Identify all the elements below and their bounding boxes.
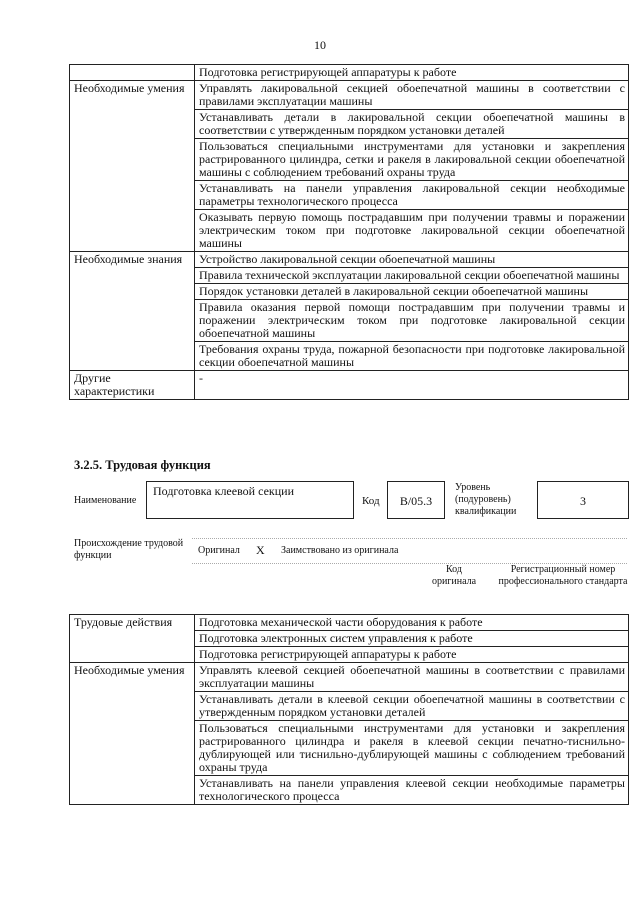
code-value: B/05.3 bbox=[399, 494, 433, 508]
row-item: Управлять лакировальной секцией обоепечатной машины в соответствии с правилами эксплуатации машины bbox=[195, 81, 629, 110]
row-item: Устройство лакировальной секции обоепечатной машины bbox=[195, 252, 629, 268]
code-label: Код bbox=[362, 495, 380, 507]
name-label: Наименование bbox=[74, 495, 137, 506]
skills-knowledge-table-2 bbox=[69, 614, 629, 805]
row-item: Правила технической эксплуатации лакировальной секции обоепечатной машины bbox=[195, 268, 629, 284]
borrowed-label: Заимствовано из оригинала bbox=[281, 545, 399, 556]
table-row bbox=[70, 663, 629, 692]
row-label: Необходимые знания bbox=[70, 252, 195, 371]
row-label bbox=[70, 65, 195, 81]
skills-knowledge-table-1 bbox=[69, 64, 629, 400]
row-item: Правила оказания первой помощи пострадавшим при получении травмы и поражении электрическим током при подготовке лакировальной секции обоепечатной машины bbox=[195, 300, 629, 342]
level-label: Уровень (подуровень) квалификации bbox=[455, 482, 517, 517]
table-row bbox=[70, 615, 629, 631]
row-item: Устанавливать детали в лакировальной секции обоепечатной машины в соответствии с утвержденным порядком установки деталей bbox=[195, 110, 629, 139]
row-item: Управлять клеевой секцией обоепечатной машины в соответствии с правилами эксплуатации машины bbox=[195, 663, 629, 692]
code-field bbox=[387, 481, 445, 519]
name-value: Подготовка клеевой секции bbox=[153, 484, 294, 498]
row-item: Устанавливать на панели управления лакировальной секции необходимые параметры технологического процесса bbox=[195, 181, 629, 210]
table-row bbox=[70, 252, 629, 268]
code-original-label: Код оригинала bbox=[431, 564, 477, 587]
level-field bbox=[537, 481, 629, 519]
origin-row-top-border bbox=[192, 538, 627, 539]
table-row bbox=[70, 371, 629, 400]
page-number: 10 bbox=[314, 38, 326, 52]
row-item: Порядок установки деталей в лакировальной секции обоепечатной машины bbox=[195, 284, 629, 300]
row-label: Другие характеристики bbox=[70, 371, 195, 400]
original-mark: X bbox=[256, 543, 265, 557]
row-item: Подготовка механической части оборудования к работе bbox=[195, 615, 629, 631]
row-item: Устанавливать на панели управления клеевой секции необходимые параметры технологического процесса bbox=[195, 776, 629, 805]
row-item: Оказывать первую помощь пострадавшим при получении травмы и поражении электрическим током при подготовке лакировальной секции обоепечатной машины bbox=[195, 210, 629, 252]
row-item: Подготовка электронных систем управления к работе bbox=[195, 631, 629, 647]
origin-label: Происхождение трудовой функции bbox=[74, 538, 184, 561]
reg-number-label: Регистрационный номер профессионального стандарта bbox=[498, 564, 628, 587]
row-item: Подготовка регистрирующей аппаратуры к работе bbox=[195, 647, 629, 663]
name-field bbox=[146, 481, 354, 519]
row-item: Пользоваться специальными инструментами для установки и закрепления растрированного цилиндра, сетки и ракеля в лакировальной секции обоепечатной машины с соблюдением требований охраны труда bbox=[195, 139, 629, 181]
row-item: Пользоваться специальными инструментами для установки и закрепления растрированного цилиндра и ракеля в клеевой секции печатно-тиснильно-дублирующей или тиснильно-дублирующей машины с соблюдением требований охраны труда bbox=[195, 721, 629, 776]
table-row bbox=[70, 81, 629, 110]
row-item: Подготовка регистрирующей аппаратуры к работе bbox=[195, 65, 629, 81]
row-item: Требования охраны труда, пожарной безопасности при подготовке лакировальной секции обоепечатной машины bbox=[195, 342, 629, 371]
level-value: 3 bbox=[580, 494, 586, 508]
row-label: Необходимые умения bbox=[70, 663, 195, 805]
original-label: Оригинал bbox=[198, 545, 240, 556]
row-label: Необходимые умения bbox=[70, 81, 195, 252]
row-label: Трудовые действия bbox=[70, 615, 195, 663]
row-item: Устанавливать детали в клеевой секции обоепечатной машины в соответствии с утвержденным порядком установки деталей bbox=[195, 692, 629, 721]
row-item: - bbox=[195, 371, 629, 400]
table-row bbox=[70, 65, 629, 81]
section-title: 3.2.5. Трудовая функция bbox=[74, 458, 211, 472]
